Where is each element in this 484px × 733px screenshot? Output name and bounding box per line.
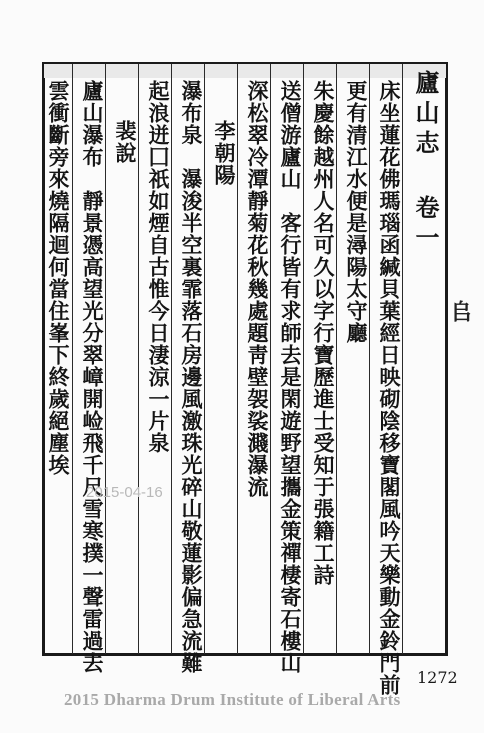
text-column xyxy=(341,80,371,660)
column-text: 深松翠冷潭靜菊花秋幾處題靑壁袈裟濺瀑流 xyxy=(245,80,270,498)
edge-mark: 𠂤 xyxy=(447,300,473,322)
running-title-column xyxy=(410,70,440,650)
text-column xyxy=(77,80,107,674)
column-text: 送僧游廬山 客行皆有求師去是閑遊野望攜金策禪棲寄石樓山 xyxy=(278,80,303,674)
footer-watermark: 2015 Dharma Drum Institute of Liberal Arts xyxy=(64,690,401,709)
column-text: 床坐蓮花佛瑪瑙函緘貝葉經日映砌陰移寶閣風吟天樂動金鈴門前 xyxy=(377,80,402,696)
text-column xyxy=(275,80,305,674)
text-column xyxy=(374,80,404,696)
author-column xyxy=(110,120,140,700)
column-text: 廬山瀑布 靜景憑高望光分翠嶂開崄飛千尺雪寒撲一聲雷過去 xyxy=(80,80,105,674)
text-column xyxy=(242,80,272,660)
date-stamp: 2015-04-16 xyxy=(86,484,163,501)
column-text: 朱慶餘越州人名可久以字行寶歷進士受知于張籍工詩 xyxy=(311,80,336,586)
column-text: 瀑布泉 瀑浚半空裏霏落石房邊風激珠光碎山敬蓮影偏急流難 xyxy=(179,80,204,674)
text-column xyxy=(308,80,338,660)
text-column xyxy=(44,80,72,660)
column-text: 起浪迸囗祇如煙自古惟今日淒涼一片泉 xyxy=(146,80,171,454)
column-text: 雲衝斷旁來燒隔迴何當住峯下終歲絕塵埃 xyxy=(46,80,71,476)
author-name: 李朝陽 xyxy=(212,120,237,186)
author-column xyxy=(209,120,239,700)
text-column xyxy=(143,80,173,660)
text-column xyxy=(176,80,206,674)
page-number: 1272 xyxy=(417,668,458,687)
running-title: 廬山志 卷一 xyxy=(411,70,440,255)
author-name: 裴說 xyxy=(113,120,138,164)
column-text: 更有清江水便是潯陽太守廳 xyxy=(344,80,369,344)
